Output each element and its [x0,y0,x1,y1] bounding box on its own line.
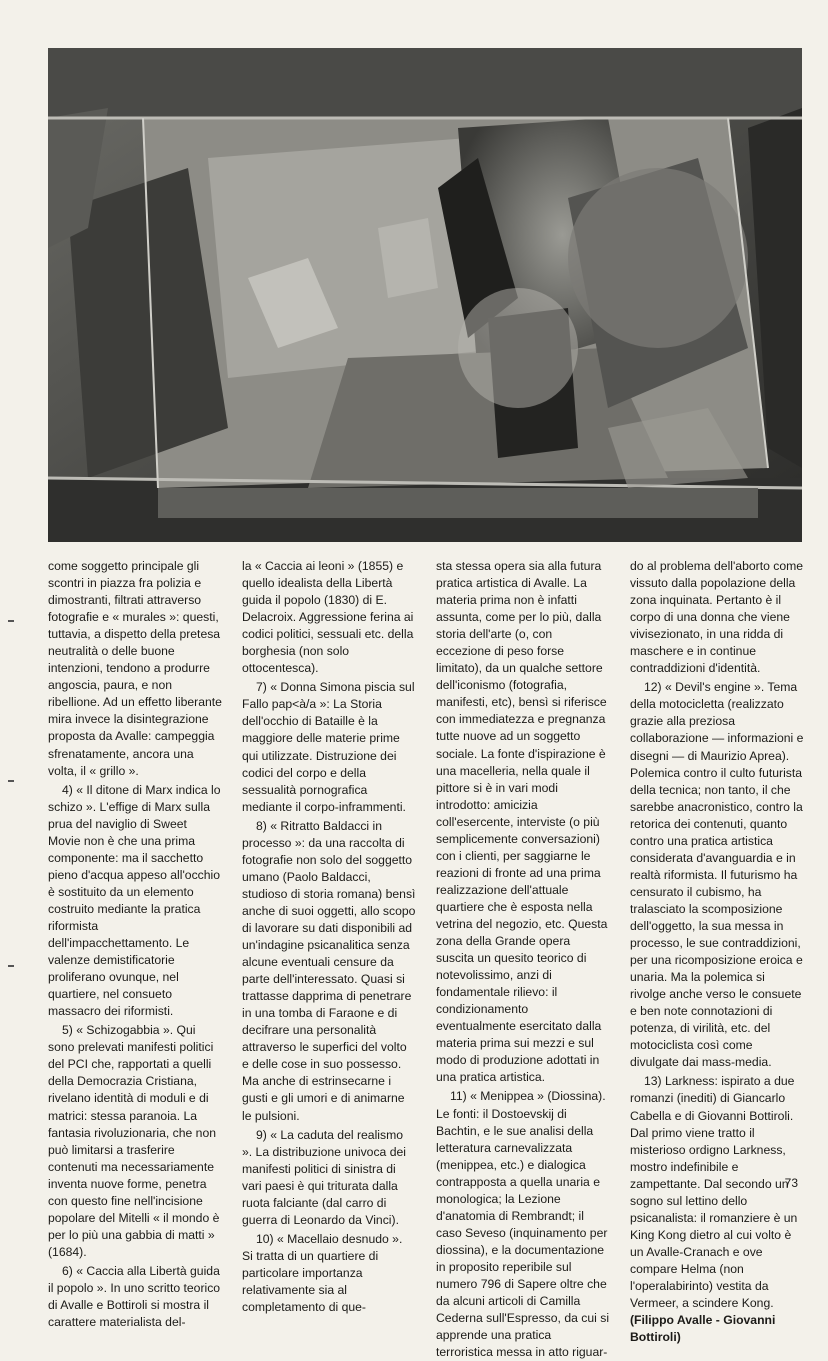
paragraph: come soggetto principale gli scontri in piazza fra polizia e dimostranti, filtrati attraverso fotografie e « murales »: questi, tuttavia, a dispetto della pretesa neutralità o delle buone intenzioni, tendono a produrre angoscia, paura, e non ribellione. Ad un effetto liberante mira invece la disintegrazione proposta da Avalle: campeggia sfrenatamente, ancora una volta, il « grillo ». [48,559,222,778]
margin-mark [8,965,14,967]
paragraph: 9) « La caduta del realismo ». La distribuzione univoca dei manifesti politici di sinistra di vari paesi è qui triturata dalla ruota falciante (dal carro di guerra di Leonardo da Vinci). [242,1127,406,1227]
margin-mark [8,780,14,782]
artwork-photo [48,48,802,542]
paragraph: 11) « Menippea » (Diossina). Le fonti: il Dostoevskij di Bachtin, e le sue analisi della letteratura carnevalizzata (menippea, etc.) e dialogica contrapposta a quella unaria e monologica; la Lezione d'anatomia di Rembrandt; il caso Seveso (inquinamento per diossina), e la documentazione in proposito reperibile sul numero 796 di Sapere oltre che da alcuni articoli di Camilla Cederna sull'Espresso, da cui si apprende una pratica terroristica messa in atto riguar- [436,1089,610,1360]
photo-illustration [48,48,802,542]
paragraph: 5) « Schizogabbia ». Qui sono prelevati manifesti politici del PCI che, rapportati a quelli della Democrazia Cristiana, rivelano identità di moduli e di matrici: stessa paranoia. La fantasia rivoluzionaria, che non può limitarsi a trasferire contenuti ma necessariamente inventa nuove forme, penetra con questo fine nell'incisione popolare del Mitelli « il mondo è per lo più una gabbia di matti » (1684). [48,1023,220,1259]
page-number: 73 [784,1176,798,1190]
paragraph: la « Caccia ai leoni » (1855) e quello idealista della Libertà guida il popolo (1830) di E. Delacroix. Aggressione ferina ai codici politici, sessuali etc. della borghesia (non solo ottocentesca). [242,559,414,676]
paragraph-text: 13) Larkness: ispirato a due romanzi (inediti) di Giancarlo Cabella e di Giovanni Bottiroli. Dal primo viene tratto il misterioso ordigno Larkness, mostro indefinibile e zampettante. Dal secondo un sogno sul lettino dello psicanalista: il romanziere è un King Kong dietro al cui volto è un Avalle-Cranach e ove compare Helma (non l'operalabirinto) vestita da Vermeer, a scindere Kong. [630,1074,798,1311]
text-column-3 [436,558,610,1360]
paragraph: 8) « Ritratto Baldacci in processo »: da una raccolta di fotografie non solo del soggetto umano (Paolo Baldacci, studioso di storia romana) bensì anche di suoi oggetti, allo scopo di lavorare su dati disponibili ad un'indagine psicanalitica senza alcune eventuali censure da parte dell'interessato. Quasi si trattasse dapprima di penetrare in una tomba di Faraone e di decifrare una personalità attraverso le superfici del volto e delle cose in suo possesso. Ma anche di estrinsecarne i gusti e gli umori e di animarne le pulsioni. [242,818,416,1123]
paragraph: sta stessa opera sia alla futura pratica artistica di Avalle. La materia prima non è infatti assunta, come per lo più, dalla storia dell'arte (o, con eccezione di peso forse limitato), da un qualche settore dell'iconismo (fotografia, manifesti, etc), bensì si riferisce con immediatezza e pregnanza tutte nuove ad un soggetto sociale. La fonte d'ispirazione è una macelleria, nella quale il pittore si è in vari modi introdotto: amicizia coll'esercente, interviste (o più semplicemente conversazioni) con i clienti, per saggiarne le reazioni di fronte ad una prima realizzazione dell'attuale quartiere che è esposta nella vetrina del negozio, etc. Questa zona della Grande opera suscita un quesito teorico di notevolissimo, anzi di fondamentale rilievo: il condizionamento eventualmente esercitato dalla materia prima sui mezzi e sul modo di produzione adottati in una pratica artistica. [436,559,608,1085]
paragraph: do al problema dell'aborto come vissuto dalla popolazione della zona inquinata. Pertanto è il corpo di una donna che viene vivisezionato, in una ridda di maschere e in continue contraddizioni d'identità. [630,559,804,676]
paragraph: 4) « Il ditone di Marx indica lo schizo ». L'effige di Marx sulla prua del naviglio di Sweet Movie non è che una prima componente: ma il sacchetto pieno d'acqua appeso all'occhio è sostituito da un elemento costruito mediante la pratica riformista dell'impacchettamento. Le valenze demistificatorie proliferano ovunque, nel quartiere, nel consueto massacro dei riformisti. [48,782,221,1019]
paragraph: 7) « Donna Simona piscia sul Fallo pap<à/a »: La Storia dell'occhio di Bataille è la maggiore delle materie prime qui utilizzate. Distruzione dei codici del corpo e della sessualità pornografica mediante il corpo-inframmenti. [242,680,415,814]
paragraph: 10) « Macellaio desnudo ». Si tratta di un quartiere di particolare importanza relativamente sia al completamento di que- [242,1231,403,1315]
paragraph: 12) « Devil's engine ». Tema della motocicletta (realizzato grazie alla preziosa collaborazione — informazioni e disegni — di Maurizio Aprea). Polemica contro il culto futurista della tecnica; non tanto, il che sarebbe anacronistico, contro la retorica dei contenuti, quanto contro una pratica artistica considerata d'avanguardia e in realtà riformista. Il futurismo ha censurato il cubismo, ha tralasciato la scomposizione dell'oggetto, la sua messa in processo, le sue contraddizioni, per una ricomposizione eroica e unaria. Ma la polemica si rivolge anche verso le consuete e ben note connotazioni di potenza, di virilità, etc. del motociclista così come divulgate dai mass-media. [630,680,804,1070]
text-column-2 [242,558,416,1315]
text-column-1 [48,558,222,1330]
signature: (Filippo Avalle - Giovanni Bottiroli) [630,1313,776,1345]
paragraph: 6) « Caccia alla Libertà guida il popolo ». In uno scritto teorico di Avalle e Bottiroli si mostra il carattere materialista del- [48,1263,221,1330]
margin-mark [8,620,14,622]
paragraph [630,1073,804,1346]
